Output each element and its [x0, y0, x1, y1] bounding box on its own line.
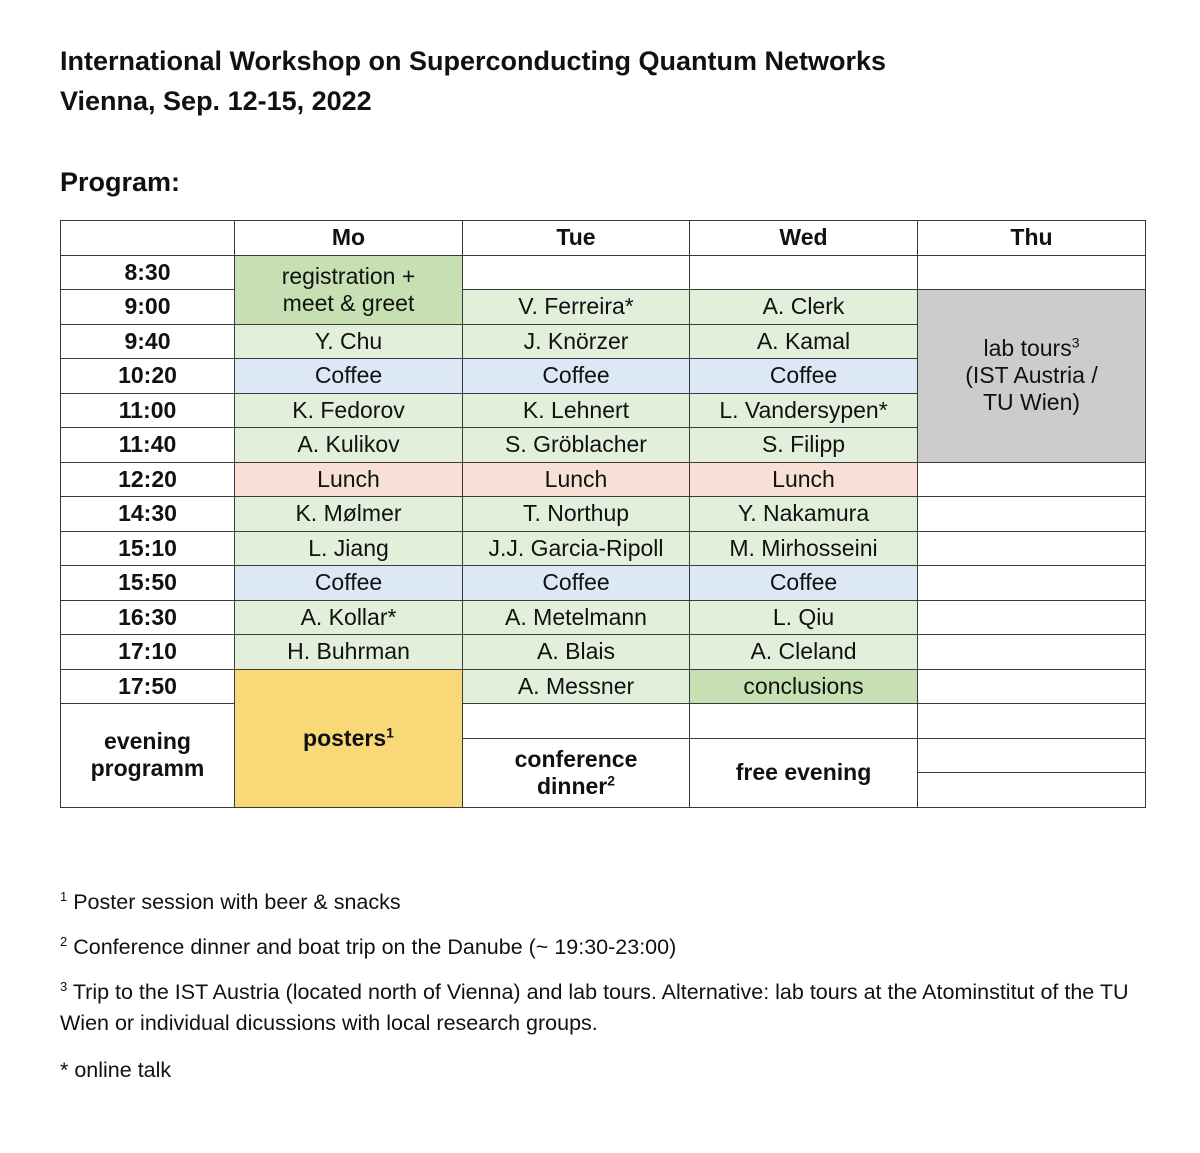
- footnote-mark: 3: [1071, 334, 1080, 351]
- talk-cell: J.J. Garcia-Ripoll: [463, 531, 690, 566]
- registration-line1: registration +: [281, 262, 416, 289]
- header-row: [61, 221, 1146, 256]
- workshop-title: International Workshop on Superconducting Quantum Networks: [60, 46, 887, 76]
- conference-dinner-cell: [463, 738, 690, 807]
- posters-cell: posters$^1$: [235, 669, 463, 807]
- talk-cell: L. Jiang: [235, 531, 463, 566]
- time-cell: 11:40: [61, 428, 235, 463]
- evening-label-line1: evening: [104, 728, 191, 755]
- schedule-table: [60, 220, 1146, 808]
- coffee-cell: Coffee: [235, 359, 463, 394]
- footnote-mark: 1: [386, 723, 394, 740]
- talk-cell: K. Fedorov: [235, 393, 463, 428]
- footnote-mark: 1: [60, 888, 68, 904]
- dinner-line1: conference: [514, 745, 638, 772]
- talk-cell: Y. Nakamura: [690, 497, 918, 532]
- talk-cell: L. Qiu: [690, 600, 918, 635]
- free-evening-cell: free evening: [690, 738, 918, 807]
- day-header: Mo: [235, 221, 463, 256]
- talk-cell: A. Cleland: [690, 635, 918, 670]
- corner-cell: [61, 221, 235, 256]
- day-header: Wed: [690, 221, 918, 256]
- evening-label-cell: [61, 704, 235, 808]
- empty-cell: [918, 497, 1146, 532]
- lab-tours-cell: [918, 290, 1146, 463]
- talk-cell: H. Buhrman: [235, 635, 463, 670]
- coffee-cell: Coffee: [463, 359, 690, 394]
- footnote-mark: 2: [607, 771, 616, 788]
- empty-cell: [918, 704, 1146, 739]
- table-row: [61, 497, 1146, 532]
- table-row: [61, 635, 1146, 670]
- empty-cell: [690, 255, 918, 290]
- table-row: [61, 704, 1146, 739]
- time-cell: 9:00: [61, 290, 235, 325]
- talk-cell: J. Knörzer: [463, 324, 690, 359]
- talk-cell: K. Mølmer: [235, 497, 463, 532]
- empty-cell: [918, 669, 1146, 704]
- conclusions-cell: conclusions: [690, 669, 918, 704]
- talk-cell: A. Metelmann: [463, 600, 690, 635]
- footnote-mark: 3: [60, 978, 68, 994]
- footnote-online-talk: * online talk: [60, 1058, 172, 1082]
- coffee-cell: Coffee: [235, 566, 463, 601]
- table-row: [61, 669, 1146, 704]
- table-row: [61, 290, 1146, 325]
- talk-cell: L. Vandersypen*: [690, 393, 918, 428]
- talk-cell: A. Messner: [463, 669, 690, 704]
- talk-cell: A. Kollar*: [235, 600, 463, 635]
- registration-cell: [235, 255, 463, 324]
- time-cell: 8:30: [61, 255, 235, 290]
- day-header: Tue: [463, 221, 690, 256]
- footnote-3: [60, 977, 1160, 1039]
- talk-cell: K. Lehnert: [463, 393, 690, 428]
- empty-cell: [463, 255, 690, 290]
- footnote-mark: 2: [60, 933, 68, 949]
- lab-tours-line1: lab tours$^3$: [983, 334, 1080, 362]
- time-cell: 15:50: [61, 566, 235, 601]
- coffee-cell: Coffee: [463, 566, 690, 601]
- workshop-location-date: Vienna, Sep. 12-15, 2022: [60, 86, 372, 116]
- empty-cell: [918, 462, 1146, 497]
- empty-cell: [918, 255, 1146, 290]
- table-row: [61, 566, 1146, 601]
- coffee-cell: Coffee: [690, 359, 918, 394]
- time-cell: 16:30: [61, 600, 235, 635]
- empty-cell: [690, 704, 918, 739]
- talk-cell: A. Blais: [463, 635, 690, 670]
- lunch-cell: Lunch: [690, 462, 918, 497]
- footnote-2: [60, 932, 1160, 963]
- table-row: [61, 600, 1146, 635]
- time-cell: 9:40: [61, 324, 235, 359]
- day-header: Thu: [918, 221, 1146, 256]
- time-cell: 15:10: [61, 531, 235, 566]
- table-row: [61, 255, 1146, 290]
- empty-cell: [918, 738, 1146, 773]
- time-cell: 17:50: [61, 669, 235, 704]
- empty-cell: [918, 531, 1146, 566]
- empty-cell: [463, 704, 690, 739]
- lab-tours-line2: (IST Austria /: [965, 362, 1098, 389]
- time-cell: 10:20: [61, 359, 235, 394]
- time-cell: 11:00: [61, 393, 235, 428]
- talk-cell: A. Kamal: [690, 324, 918, 359]
- table-row: [61, 462, 1146, 497]
- talk-cell: T. Northup: [463, 497, 690, 532]
- empty-cell: [918, 635, 1146, 670]
- footnote-text: Poster session with beer & snacks: [73, 890, 401, 914]
- table-row: [61, 531, 1146, 566]
- lab-tours-line3: TU Wien): [982, 389, 1081, 416]
- talk-cell: S. Filipp: [690, 428, 918, 463]
- empty-cell: [918, 773, 1146, 808]
- talk-cell: M. Mirhosseini: [690, 531, 918, 566]
- talk-cell: Y. Chu: [235, 324, 463, 359]
- lunch-cell: Lunch: [463, 462, 690, 497]
- empty-cell: [918, 566, 1146, 601]
- registration-line2: meet & greet: [282, 289, 415, 316]
- footnote-1: [60, 887, 1160, 918]
- footnote-text: Trip to the IST Austria (located north of Vienna) and lab tours. Alternative: lab tours at the Atominstitut of the TU Wien or individual dicussions with local research groups.: [60, 980, 1129, 1035]
- time-cell: 12:20: [61, 462, 235, 497]
- talk-cell: S. Gröblacher: [463, 428, 690, 463]
- empty-cell: [918, 600, 1146, 635]
- program-heading: Program:: [60, 167, 181, 197]
- talk-cell: V. Ferreira*: [463, 290, 690, 325]
- lunch-cell: Lunch: [235, 462, 463, 497]
- evening-label-line2: programm: [90, 755, 205, 782]
- talk-cell: A. Kulikov: [235, 428, 463, 463]
- talk-cell: A. Clerk: [690, 290, 918, 325]
- coffee-cell: Coffee: [690, 566, 918, 601]
- time-cell: 14:30: [61, 497, 235, 532]
- time-cell: 17:10: [61, 635, 235, 670]
- dinner-line2: dinner$^2$: [536, 771, 616, 799]
- footnote-text: Conference dinner and boat trip on the Danube (~ 19:30-23:00): [73, 935, 677, 959]
